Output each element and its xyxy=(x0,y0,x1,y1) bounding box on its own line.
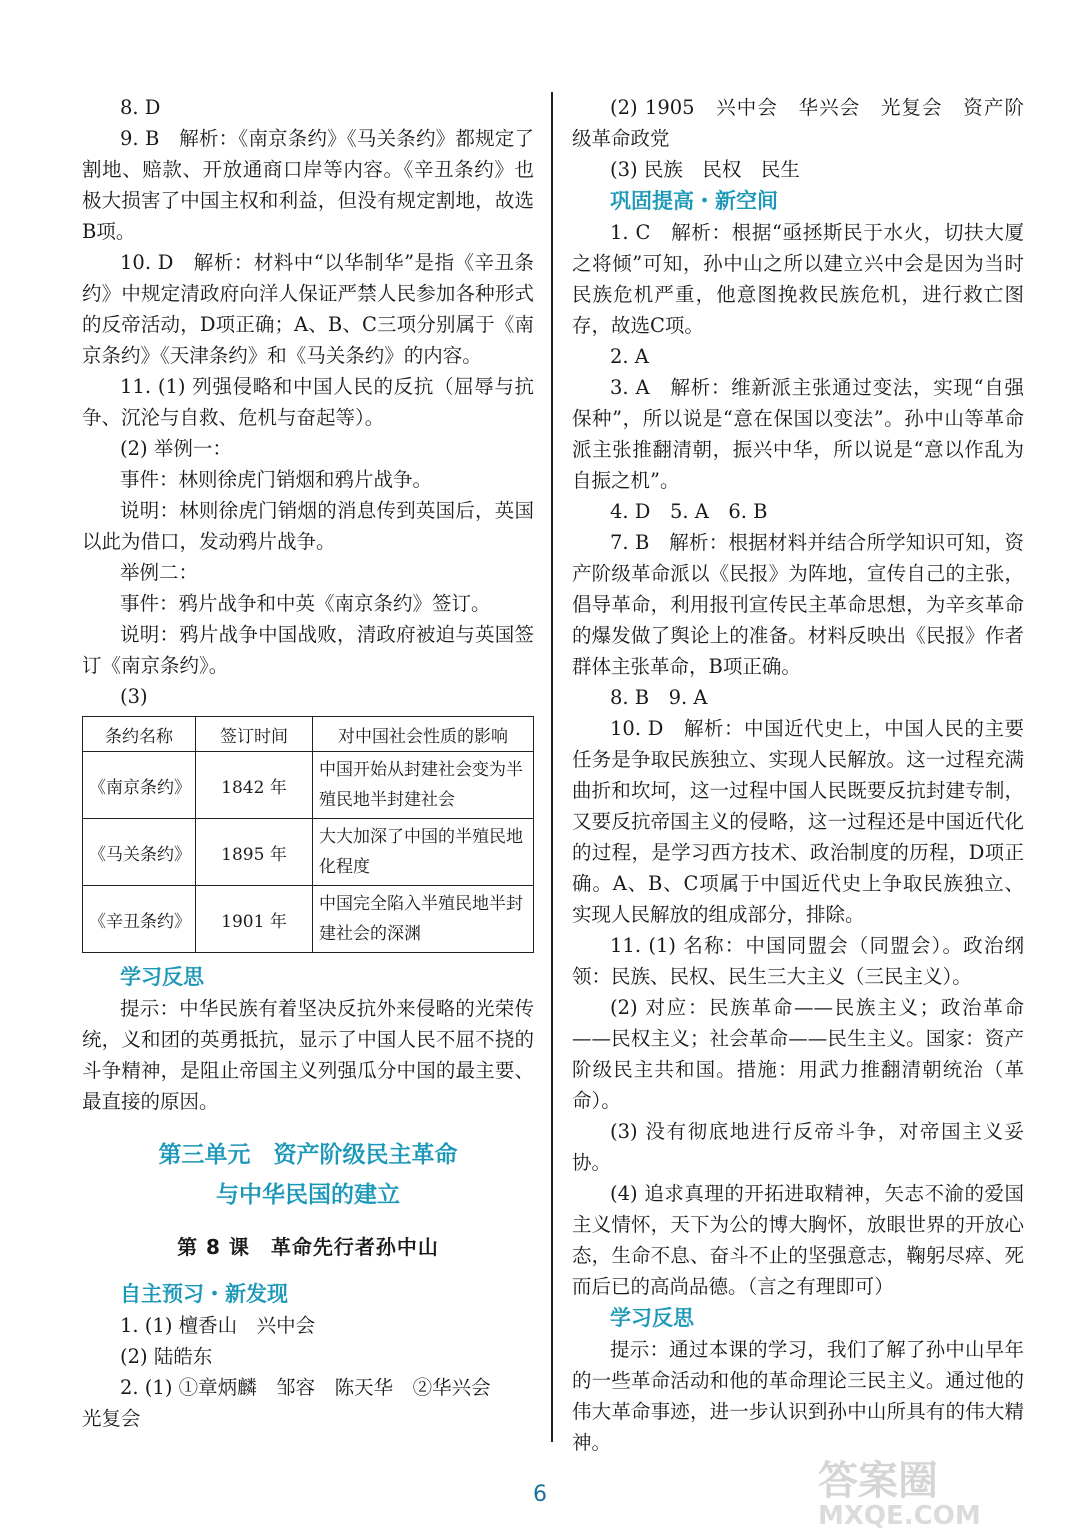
preview-q2-2: (2) 1905 兴中会 华兴会 光复会 资产阶级革命政党 xyxy=(572,96,1024,150)
answer-10: 10. D 解析：材料中“以华制华”是指《辛丑条约》中规定清政府向洋人保证严禁人民参加各种形式的反帝活动，D项正确；A、B、C三项分别属于《南京条约》《天津条约》和《马关条约》的内容。 xyxy=(82,251,534,367)
left-column xyxy=(82,92,534,1434)
table-header: 对中国社会性质的影响 xyxy=(313,717,534,752)
preview-q2-cont: 光复会 xyxy=(82,1407,141,1430)
watermark-logo-text: 答案圈 xyxy=(818,1458,938,1504)
practice-8-9: 8. B 9. A xyxy=(610,686,708,709)
table-row xyxy=(83,886,534,953)
example-1-explanation: 说明：林则徐虎门销烟的消息传到英国后，英国以此为借口，发动鸦片战争。 xyxy=(82,499,534,553)
practice-11-1: 11. (1) 名称：中国同盟会（同盟会）。政治纲领：民族、民权、民生三大主义（三民主义）。 xyxy=(572,934,1024,988)
preview-q1: 1. (1) 檀香山 兴中会 xyxy=(120,1314,316,1337)
table-cell: 1895 年 xyxy=(196,819,313,886)
table-header: 签订时间 xyxy=(196,717,313,752)
example-2-label: 举例二： xyxy=(120,561,199,584)
column-divider xyxy=(551,92,553,1442)
table-cell: 《辛丑条约》 xyxy=(83,886,196,953)
answer-11-2: (2) 举例一： xyxy=(120,437,232,460)
answer-8: 8. D xyxy=(120,96,161,119)
answer-11-3: (3) xyxy=(120,685,148,708)
table-row xyxy=(83,752,534,819)
right-column xyxy=(572,92,1024,1458)
watermark-logo-domain: MXQE.COM xyxy=(818,1501,981,1530)
example-1-event: 事件：林则徐虎门销烟和鸦片战争。 xyxy=(120,468,433,491)
table-cell: 大大加深了中国的半殖民地化程度 xyxy=(313,819,534,886)
table-cell: 1842 年 xyxy=(196,752,313,819)
preview-q1-2: (2) 陆皓东 xyxy=(120,1345,213,1368)
reflection-text: 提示：中华民族有着坚决反抗外来侵略的光荣传统，义和团的英勇抵抗，显示了中国人民不屈不挠的斗争精神，是阻止帝国主义列强瓜分中国的最主要、最直接的原因。 xyxy=(82,997,534,1113)
unit-title xyxy=(82,1135,534,1215)
table-row xyxy=(83,819,534,886)
lesson-title: 第 8 课 革命先行者孙中山 xyxy=(177,1235,439,1259)
practice-11-3: (3) 没有彻底地进行反帝斗争，对帝国主义妥协。 xyxy=(572,1120,1024,1174)
reflection-heading: 学习反思 xyxy=(120,965,204,989)
unit-title-line-1: 第三单元 资产阶级民主革命 xyxy=(158,1142,458,1168)
page-number: 6 xyxy=(533,1482,547,1507)
table-header-row xyxy=(83,717,534,752)
answer-11-1: 11. (1) 列强侵略和中国人民的反抗（屈辱与抗争、沉沦与自救、危机与奋起等）。 xyxy=(82,375,534,429)
practice-10: 10. D 解析：中国近代史上，中国人民的主要任务是争取民族独立、实现人民解放。这一过程充满曲折和坎坷，这一过程中国人民既要反抗封建专制，又要反抗帝国主义的侵略，这一过程还是中国近代化的过程，是学习西方技术、政治制度的历程，D项正确。A、B、C项属于中国近代史上争取民族独立、实现人民解放的组成部分，排除。 xyxy=(572,717,1024,926)
practice-4-6: 4. D 5. A 6. B xyxy=(610,500,768,523)
preview-q2: 2. (1) ①章炳麟 邹容 陈天华 ②华兴会 xyxy=(120,1376,491,1399)
table-header: 条约名称 xyxy=(83,717,196,752)
example-2-event: 事件：鸦片战争和中英《南京条约》签订。 xyxy=(120,592,491,615)
practice-2: 2. A xyxy=(610,345,649,368)
watermark-logo xyxy=(808,1450,1028,1530)
table-cell: 中国完全陷入半殖民地半封建社会的深渊 xyxy=(313,886,534,953)
practice-11-2: (2) 对应：民族革命——民族主义；政治革命——民权主义；社会革命——民生主义。国家：资产阶级民主共和国。措施：用武力推翻清朝统治（革命）。 xyxy=(572,996,1024,1112)
practice-7: 7. B 解析：根据材料并结合所学知识可知，资产阶级革命派以《民报》为阵地，宣传自己的主张，倡导革命，利用报刊宣传民主革命思想，为辛亥革命的爆发做了舆论上的准备。材料反映出《民报》作者群体主张革命，B项正确。 xyxy=(572,531,1024,678)
table-cell: 中国开始从封建社会变为半殖民地半封建社会 xyxy=(313,752,534,819)
reflection-text-2: 提示：通过本课的学习，我们了解了孙中山早年的一些革命活动和他的革命理论三民主义。通过他的伟大革命事迹，进一步认识到孙中山所具有的伟大精神。 xyxy=(572,1338,1024,1454)
table-cell: 《南京条约》 xyxy=(83,752,196,819)
consolidate-heading: 巩固提高・新空间 xyxy=(610,189,778,213)
unit-title-line-2: 与中华民国的建立 xyxy=(216,1182,400,1208)
practice-11-4: (4) 追求真理的开拓进取精神，矢志不渝的爱国主义情怀，天下为公的博大胸怀，放眼世界的开放心态，生命不息、奋斗不止的坚强意志，鞠躬尽瘁、死而后已的高尚品德。（言之有理即可） xyxy=(572,1182,1024,1298)
example-2-explanation: 说明：鸦片战争中国战败，清政府被迫与英国签订《南京条约》。 xyxy=(82,623,534,677)
table-cell: 1901 年 xyxy=(196,886,313,953)
answer-9: 9. B 解析：《南京条约》《马关条约》都规定了割地、赔款、开放通商口岸等内容。《辛丑条约》也极大损害了中国主权和利益，但没有规定割地，故选B项。 xyxy=(82,127,534,243)
reflection-heading-2: 学习反思 xyxy=(610,1306,694,1330)
practice-1: 1. C 解析：根据“亟拯斯民于水火，切扶大厦之将倾”可知，孙中山之所以建立兴中会是因为当时民族危机严重，他意图挽救民族危机，进行救亡图存，故选C项。 xyxy=(572,221,1024,337)
practice-3: 3. A 解析：维新派主张通过变法，实现“自强保种”，所以说是“意在保国以变法”。孙中山等革命派主张推翻清朝，振兴中华，所以说是“意以作乱为自振之机”。 xyxy=(572,376,1024,492)
treaty-table xyxy=(82,716,534,953)
preview-heading: 自主预习・新发现 xyxy=(120,1282,288,1306)
table-cell: 《马关条约》 xyxy=(83,819,196,886)
preview-q2-3: (3) 民族 民权 民生 xyxy=(610,158,800,181)
